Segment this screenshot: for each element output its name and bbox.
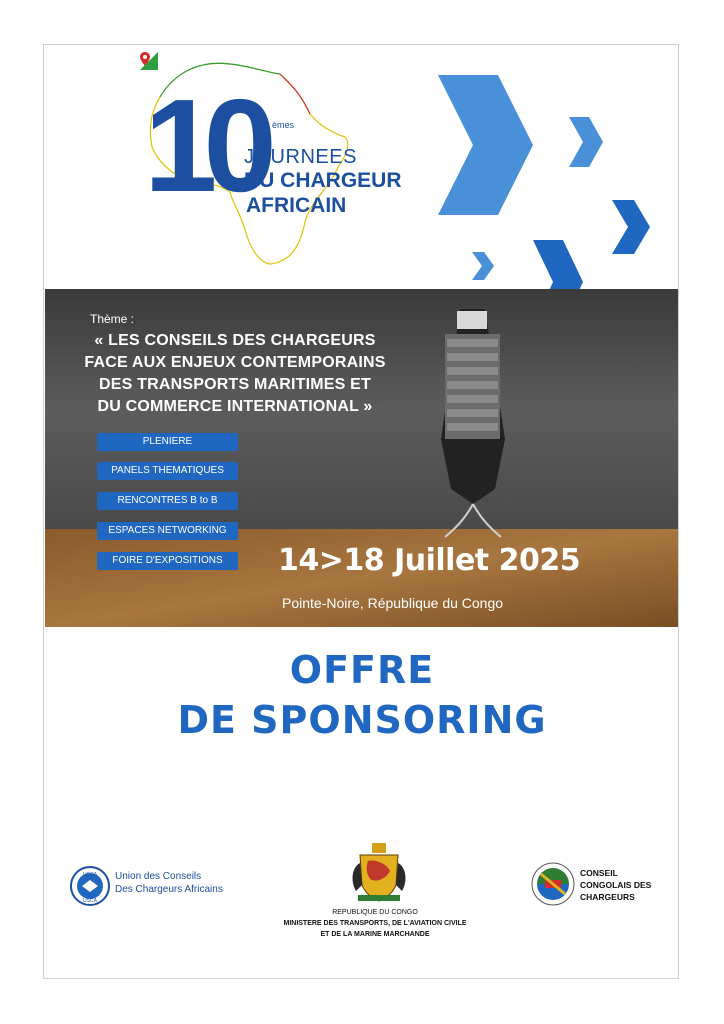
theme-title-line: DU COMMERCE INTERNATIONAL »: [97, 398, 373, 415]
ministry-line-3: ET DE LA MARINE MARCHANDE: [320, 931, 430, 938]
event-logo: [140, 52, 440, 272]
program-item-networking: ESPACES NETWORKING: [97, 522, 238, 540]
ministry-text: [260, 907, 490, 940]
ucca-logo-icon: [70, 866, 110, 906]
ccc-logo-icon: [531, 862, 575, 906]
ccc-name: [580, 867, 651, 903]
offer-title-line-1: OFFRE: [289, 648, 435, 692]
theme-title-line: FACE AUX ENJEUX CONTEMPORAINS: [84, 354, 386, 371]
program-item-foire: FOIRE D'EXPOSITIONS: [97, 552, 238, 570]
ccc-line-3: CHARGEURS: [580, 892, 635, 902]
theme-label: Thème :: [90, 312, 135, 326]
chevron-tiny-icon: [472, 252, 494, 280]
theme-title: [50, 330, 420, 418]
offer-title-line-2: DE SPONSORING: [177, 698, 547, 742]
logo-superscript: èmes: [272, 120, 295, 130]
ucca-name: [115, 870, 223, 896]
chevron-large-icon: [438, 75, 533, 215]
logo-line-1: JOURNEES: [244, 146, 357, 168]
logo-line-2: DU CHARGEUR: [244, 169, 402, 192]
chevron-small-icon: [612, 200, 650, 254]
ccc-line-2: CONGOLAIS DES: [580, 880, 652, 890]
ucca-logo-top: UCCA: [82, 872, 98, 878]
event-place: Pointe-Noire, République du Congo: [282, 595, 504, 611]
ucca-logo-bottom: USCA: [83, 898, 97, 904]
coat-of-arms-icon: [346, 841, 412, 903]
ministry-line-2: MINISTERE DES TRANSPORTS, DE L'AVIATION CIVILE: [283, 920, 467, 927]
ccc-line-1: CONSEIL: [580, 868, 618, 878]
theme-title-line: DES TRANSPORTS MARITIMES ET: [98, 376, 372, 393]
program-item-pleniere: PLENIERE: [97, 433, 238, 451]
program-item-rencontres: RENCONTRES B to B: [97, 492, 238, 510]
logo-number: 10: [144, 72, 263, 219]
chevron-small-icon: [569, 117, 603, 167]
program-item-panels: PANELS THEMATIQUES: [97, 462, 238, 480]
logo-line-3: AFRICAIN: [246, 194, 347, 217]
green-triangle-icon: [140, 52, 158, 70]
ucca-line-1: Union des Conseils: [115, 871, 202, 882]
event-dates: 14>18 Juillet 2025: [278, 543, 581, 578]
ucca-line-2: Des Chargeurs Africains: [115, 884, 223, 895]
ministry-line-1: REPUBLIQUE DU CONGO: [332, 909, 418, 916]
theme-title-line: « LES CONSEILS DES CHARGEURS: [94, 332, 376, 349]
